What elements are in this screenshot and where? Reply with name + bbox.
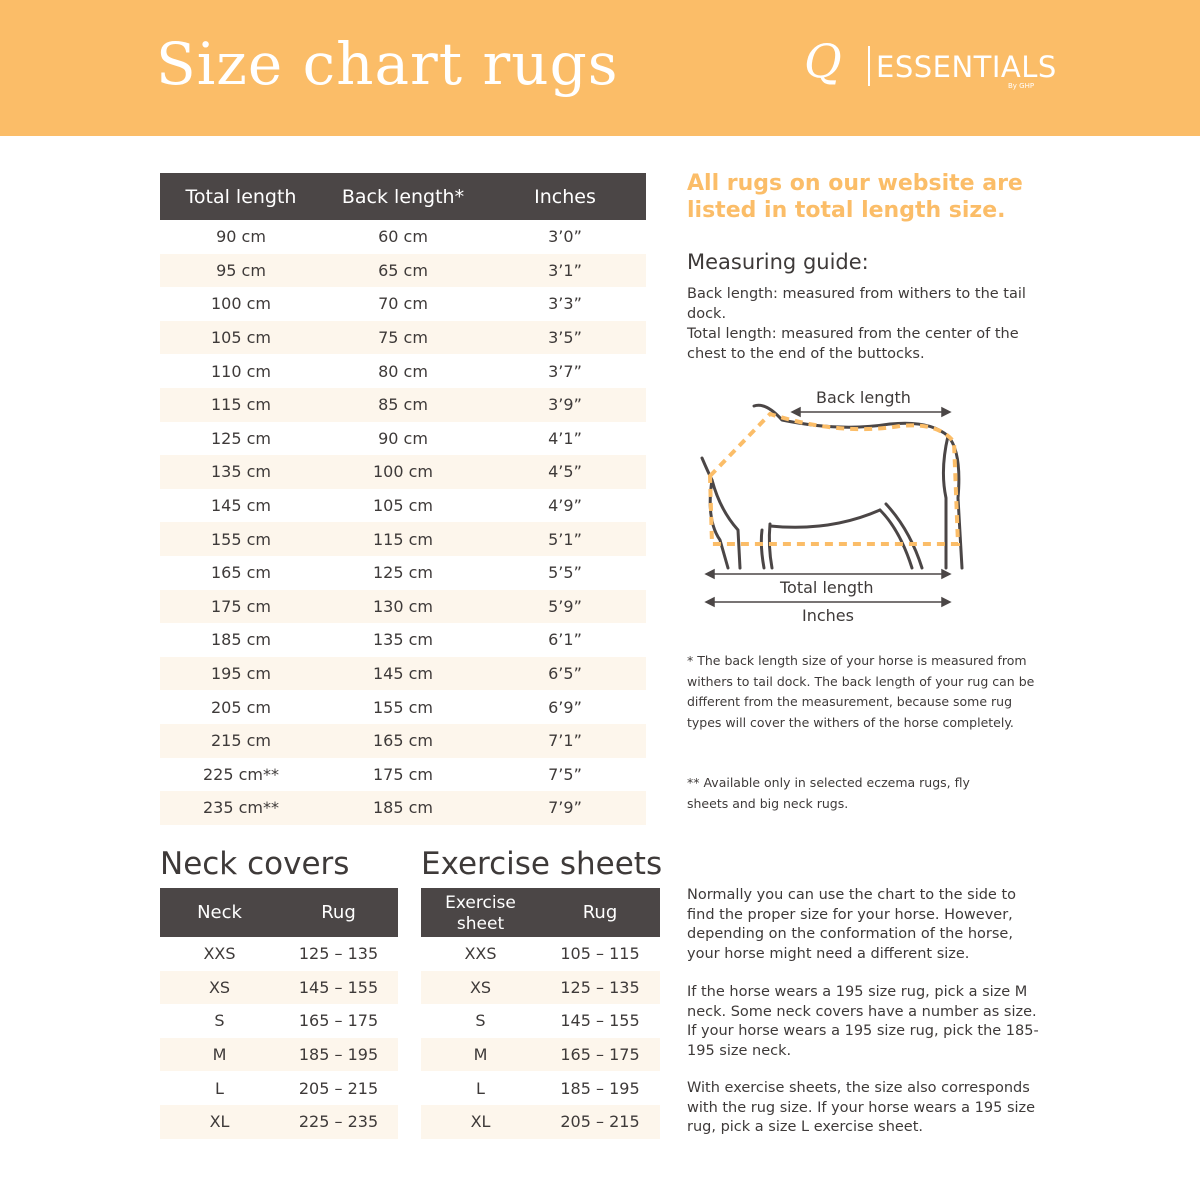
cell-back-length: 135 cm: [372, 630, 433, 650]
table-row: [160, 354, 646, 388]
table-row: [160, 791, 646, 825]
cell-inches: 7’9”: [484, 791, 646, 825]
cell-total-length: 100 cm: [210, 294, 271, 314]
cell-neck-size: XXS: [203, 944, 236, 964]
cell-back-length: 90 cm: [378, 428, 428, 448]
cell-rug-size: 165 – 175: [540, 1038, 660, 1072]
cell-total-length: 235 cm**: [160, 791, 322, 825]
cell-total-length: 105 cm: [160, 321, 322, 355]
cell-neck-size: L: [215, 1078, 224, 1098]
sizing-paragraph-2: If the horse wears a 195 size rug, pick a size M neck. Some neck covers have a number as size. If your horse wears a 195 size rug, pick the 185-195 size neck.: [687, 984, 1039, 1059]
table-row: [160, 724, 646, 758]
header-banner: [0, 0, 1200, 136]
column-header-rug: Rug: [540, 888, 660, 937]
cell-inches: 5’9”: [484, 590, 646, 624]
diagram-back-length-label: Back length: [816, 388, 911, 407]
cell-back-length: 65 cm: [322, 254, 484, 288]
cell-rug-size: 125 – 135: [298, 944, 379, 964]
cell-total-length: 205 cm: [210, 697, 271, 717]
table-row: [160, 690, 646, 724]
highlight-note: All rugs on our website are listed in total length size.: [687, 171, 1023, 223]
table-row: [160, 657, 646, 691]
availability-footnote: ** Available only in selected eczema rugs, fly sheets and big neck rugs.: [687, 775, 970, 811]
measuring-guide-text: [687, 284, 1042, 364]
cell-neck-size: M: [160, 1038, 279, 1072]
cell-rug-size: 125 – 135: [540, 971, 660, 1005]
logo-mark: Q: [804, 34, 842, 88]
cell-rug-size: 205 – 215: [540, 1105, 660, 1139]
cell-inches: 4’1”: [548, 428, 582, 448]
cell-total-length: 90 cm: [216, 227, 266, 247]
table-row: [421, 1071, 660, 1105]
cell-rug-size: 165 – 175: [298, 1011, 379, 1031]
table-header-row: [421, 888, 660, 937]
table-row: [160, 1071, 398, 1105]
table-row: [160, 556, 646, 590]
cell-exercise-sheet-size: L: [476, 1078, 485, 1098]
exercise-header-line2: sheet: [456, 913, 505, 934]
brand-logo: [800, 34, 1060, 100]
table-row: [421, 971, 660, 1005]
horse-measuring-diagram: [690, 380, 990, 640]
cell-inches: 7’5”: [548, 764, 582, 784]
cell-inches: 3’3”: [548, 294, 582, 314]
table-row: [421, 1004, 660, 1038]
table-row: [160, 590, 646, 624]
table-row: [160, 937, 398, 971]
column-header-inches: Inches: [484, 173, 646, 220]
page-title: Size chart rugs: [156, 30, 619, 98]
cell-inches: 3’9”: [484, 388, 646, 422]
column-header-back-length: Back length*: [322, 173, 484, 220]
table-row: [160, 971, 398, 1005]
cell-rug-size: 185 – 195: [560, 1078, 640, 1098]
table-row: [160, 321, 646, 355]
cell-inches: 7’1”: [484, 724, 646, 758]
logo-divider: [868, 46, 870, 86]
cell-inches: 5’5”: [548, 563, 582, 583]
cell-inches: 3’5”: [484, 321, 646, 355]
cell-exercise-sheet-size: XL: [421, 1105, 540, 1139]
table-row: [160, 455, 646, 489]
cell-inches: 3’1”: [484, 254, 646, 288]
cell-inches: 6’5”: [484, 657, 646, 691]
cell-back-length: 115 cm: [322, 522, 484, 556]
table-row: [160, 623, 646, 657]
table-row: [160, 388, 646, 422]
cell-inches: 3’0”: [548, 227, 582, 247]
exercise-sheets-heading: Exercise sheets: [421, 846, 663, 882]
sizing-paragraph-1: Normally you can use the chart to the side to find the proper size for your horse. However, depending on the conformation of the horse, your horse might need a different size.: [687, 887, 1017, 962]
cell-back-length: 165 cm: [322, 724, 484, 758]
cell-rug-size: 185 – 195: [279, 1038, 398, 1072]
cell-inches: 6’1”: [548, 630, 582, 650]
cell-rug-size: 145 – 155: [279, 971, 398, 1005]
exercise-header-line1: Exercise: [445, 892, 516, 913]
cell-total-length: 135 cm: [160, 455, 322, 489]
cell-back-length: 85 cm: [322, 388, 484, 422]
cell-back-length: 145 cm: [322, 657, 484, 691]
cell-total-length: 110 cm: [210, 361, 271, 381]
back-length-arrow: [792, 408, 950, 416]
table-row: [421, 1105, 660, 1139]
rug-size-table: [160, 173, 646, 825]
diagram-inches-label: Inches: [802, 606, 854, 625]
diagram-total-length-label: Total length: [780, 578, 874, 597]
cell-exercise-sheet-size: S: [475, 1011, 486, 1031]
cell-inches: 5’1”: [484, 522, 646, 556]
cell-total-length: 225 cm**: [202, 764, 279, 784]
table-row: [160, 422, 646, 456]
column-header-exercise-sheet: [421, 888, 540, 937]
cell-back-length: 100 cm: [322, 455, 484, 489]
cell-total-length: 215 cm: [160, 724, 322, 758]
cell-total-length: 155 cm: [160, 522, 322, 556]
cell-neck-size: XS: [160, 971, 279, 1005]
cell-total-length: 175 cm: [160, 590, 322, 624]
table-header-row: [160, 888, 398, 937]
cell-back-length: 185 cm: [322, 791, 484, 825]
cell-back-length: 175 cm: [372, 764, 433, 784]
neck-covers-heading: Neck covers: [160, 846, 350, 882]
table-row: [160, 254, 646, 288]
table-row: [160, 489, 646, 523]
cell-rug-size: 205 – 215: [298, 1078, 379, 1098]
table-header-row: [160, 173, 646, 220]
logo-wordmark: ESSENTIALS: [876, 50, 1057, 84]
cell-back-length: 130 cm: [322, 590, 484, 624]
cell-back-length: 75 cm: [322, 321, 484, 355]
column-header-neck: Neck: [160, 888, 279, 937]
table-row: [160, 220, 646, 254]
cell-neck-size: XL: [160, 1105, 279, 1139]
cell-back-length: 125 cm: [372, 563, 433, 583]
inches-arrow: [706, 598, 950, 606]
cell-rug-size: 105 – 115: [560, 944, 640, 964]
cell-exercise-sheet-size: XXS: [464, 944, 497, 964]
table-row: [160, 1105, 398, 1139]
cell-total-length: 125 cm: [210, 428, 271, 448]
cell-total-length: 115 cm: [160, 388, 322, 422]
cell-total-length: 195 cm: [160, 657, 322, 691]
cell-back-length: 105 cm: [372, 496, 433, 516]
cell-total-length: 145 cm: [210, 496, 271, 516]
column-header-rug: Rug: [279, 888, 398, 937]
cell-total-length: 165 cm: [210, 563, 271, 583]
table-row: [160, 1038, 398, 1072]
cell-exercise-sheet-size: M: [421, 1038, 540, 1072]
cell-total-length: 95 cm: [160, 254, 322, 288]
table-row: [160, 287, 646, 321]
cell-inches: 3’7”: [548, 361, 582, 381]
sizing-paragraph-3: With exercise sheets, the size also corresponds with the rug size. If your horse wears a 195 size rug, pick a size L exercise sheet.: [687, 1080, 1036, 1135]
guide-total-length-text: Total length: measured from the center of the chest to the end of the buttocks.: [687, 326, 1019, 362]
cell-rug-size: 145 – 155: [560, 1011, 640, 1031]
table-row: [160, 522, 646, 556]
cell-back-length: 70 cm: [378, 294, 428, 314]
cell-exercise-sheet-size: XS: [421, 971, 540, 1005]
neck-covers-table: [160, 888, 398, 1139]
table-row: [160, 1004, 398, 1038]
cell-inches: 4’5”: [484, 455, 646, 489]
cell-back-length: 155 cm: [372, 697, 433, 717]
table-row: [160, 758, 646, 792]
cell-total-length: 185 cm: [210, 630, 271, 650]
cell-back-length: 60 cm: [378, 227, 428, 247]
cell-rug-size: 225 – 235: [279, 1105, 398, 1139]
logo-byline: By GHP: [1008, 82, 1035, 90]
cell-inches: 6’9”: [548, 697, 582, 717]
table-row: [421, 937, 660, 971]
column-header-total-length: Total length: [160, 173, 322, 220]
back-length-footnote: * The back length size of your horse is measured from withers to tail dock. The back length of your rug can be different from the measurement, because some rug types will cover the withers of the horse completely.: [687, 653, 1035, 730]
cell-neck-size: S: [214, 1011, 225, 1031]
measuring-guide-title: Measuring guide:: [687, 250, 869, 274]
exercise-sheets-table: [421, 888, 660, 1139]
guide-back-length-text: Back length: measured from withers to the tail dock.: [687, 286, 1026, 322]
cell-back-length: 80 cm: [378, 361, 428, 381]
table-row: [421, 1038, 660, 1072]
cell-inches: 4’9”: [548, 496, 582, 516]
total-length-arrow: [706, 570, 950, 578]
